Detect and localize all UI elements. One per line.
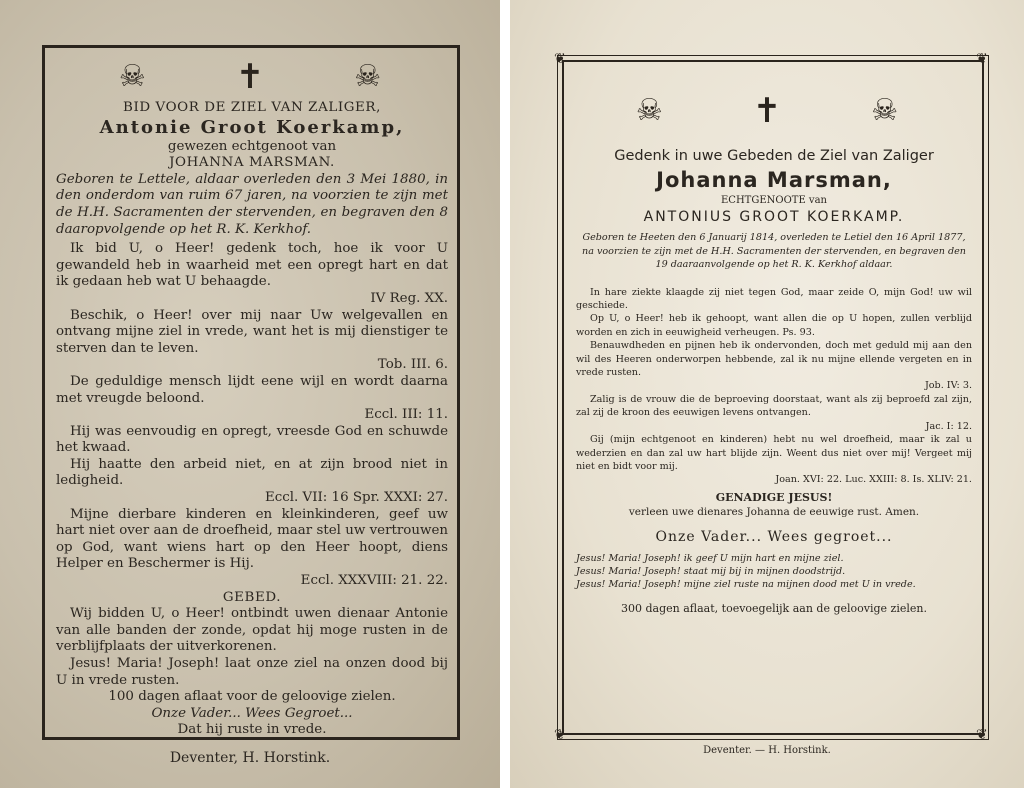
jesus-invocation: Jesus! Maria! Joseph! ik geef U mijn hart en mijne ziel.: [576, 552, 844, 564]
ornament-icon: ❦: [976, 51, 988, 67]
spouse-name: JOHANNA MARSMAN.: [169, 155, 335, 171]
emblem-row-right: [510, 91, 1024, 131]
scripture-ref: Tob. III. 6.: [377, 357, 448, 373]
ornament-icon: ❦: [976, 727, 988, 743]
emblem-row-left: [0, 57, 500, 97]
scripture-ref: Eccl. III: 11.: [364, 407, 448, 423]
prayer-text: Hij haatte den arbeid niet, en at zijn brood niet in ledigheid.: [56, 456, 448, 489]
scripture-ref: IV Reg. XX.: [370, 290, 448, 306]
jesus-invocation: Jesus! Maria! Joseph! staat mij bij in mijnen doodstrijd.: [576, 565, 846, 577]
prayer-text: Zalig is de vrouw die de beproeving doorstaat, want als zij beproefd zal zijn, zal zij de kroon des eeuwigen levens ontvangen.: [576, 393, 972, 419]
indulgence-text: 100 dagen aflaat voor de geloovige zielen.: [108, 689, 396, 705]
scripture-ref: Eccl. VII: 16 Spr. XXXI: 27.: [264, 490, 448, 506]
cross-icon: ✝: [235, 57, 265, 97]
prayer-text: Benauwdheden en pijnen heb ik ondervonden, doch met geduld mij aan den wil des Heeren onderworpen hebbende, zal ik nu mijne ellende vergeten en in vrede rusten.: [576, 340, 972, 379]
prayer-text: Hij was eenvoudig en opregt, vreesde God en schuwde het kwaad.: [56, 423, 448, 456]
scripture-ref: Jac. I: 12.: [925, 420, 972, 432]
ornament-icon: ❦: [554, 51, 566, 67]
printer-footer: Deventer. — H. Horstink.: [703, 745, 831, 756]
memorial-card-left: [0, 0, 500, 788]
scripture-ref: Job. IV: 3.: [924, 380, 972, 392]
memorial-card-right: [510, 0, 1024, 788]
prayer-text: Beschik, o Heer! over mij naar Uw welgevallen en ontvang mijne ziel in vrede, want het is mij dienstiger te sterven dan te leven.: [56, 307, 448, 356]
gebed-title: GEBED.: [222, 589, 282, 605]
prayer-text: De geduldige mensch lijdt eene wijl en wordt daarna met vreugde beloond.: [56, 373, 448, 406]
card-heading: Gedenk in uwe Gebeden de Ziel van Zaliger: [614, 148, 934, 164]
deceased-name: Antonie Groot Koerkamp,: [99, 116, 405, 138]
prayer-text: In hare ziekte klaagde zij niet tegen God, maar zeide O, mijn God! uw wil geschiede.: [576, 286, 972, 312]
prayer-text: Op U, o Heer! heb ik gehoopt, want allen die op U hopen, zullen verblijd worden en zich in eeuwigheid verheugen. Ps. 93.: [576, 313, 972, 338]
skull-icon: ☠: [354, 59, 382, 94]
onze-vader-text: Onze Vader... Wees gegroet...: [655, 528, 893, 545]
skull-icon: ☠: [118, 59, 146, 94]
gebed-text: Wij bidden U, o Heer! ontbindt uwen dienaar Antonie van alle banden der zonde, opdat hij moge rusten in de verblijfplaats der uitverkorenen.: [56, 606, 448, 655]
skull-icon: ☠: [635, 93, 663, 128]
card-text-left: [56, 100, 448, 739]
prayer-text: Mijne dierbare kinderen en kleinkinderen, geef uw hart niet over aan de droefheid, maar stel uw vertrouwen op God, want wiens hart op den Heer hoopt, diens Helper en Beschermer is Hij.: [56, 506, 448, 572]
onze-vader-text: Onze Vader... Wees Gegroet...: [151, 705, 353, 721]
printer-footer: Deventer, H. Horstink.: [169, 750, 331, 766]
ornament-icon: ❦: [554, 727, 566, 743]
scripture-ref: Joan. XVI: 22. Luc. XXIII: 8. Is. XLIV: 21.: [775, 474, 972, 486]
closing-text: Dat hij ruste in vrede.: [177, 722, 327, 738]
biography: Geboren te Heeten den 6 Januarij 1814, overleden te Letiel den 16 April 1877, na voorzien te zijn met de H.H. Sacramenten der stervenden, en begraven den 19 daaraanvolgende op het R. K. Kerkhof aldaar.: [582, 232, 966, 271]
indulgence-text: 300 dagen aflaat, toevoegelijk aan de geloovige zielen.: [621, 601, 927, 615]
cross-icon: ✝: [752, 91, 782, 131]
jesus-invocation: Jesus! Maria! Joseph! mijne ziel ruste na mijnen dood met U in vrede.: [576, 579, 916, 591]
relation-text: gewezen echtgenoot van: [167, 138, 337, 154]
prayer-text: Ik bid U, o Heer! gedenk toch, hoe ik voor U gewandeld heb in waarheid met een opregt hart en dat ik gedaan heb wat U behaagde.: [56, 241, 448, 290]
jesus-prayer: Jesus! Maria! Joseph! laat onze ziel na onzen dood bij U in vrede rusten.: [56, 656, 448, 688]
deceased-name: Johanna Marsman,: [656, 168, 892, 192]
relation-text: ECHTGENOOTE van: [721, 195, 827, 206]
spouse-name: ANTONIUS GROOT KOERKAMP.: [643, 209, 905, 226]
prayer-text: Gij (mijn echtgenoot en kinderen) hebt nu wel droefheid, maar ik zal u wederzien en dan zal uw hart blijde zijn. Weent dus niet over mij! Vergeet mij niet en bidt voor mij.: [576, 434, 972, 472]
skull-icon: ☠: [871, 93, 899, 128]
card-text-right: [576, 146, 972, 615]
verleen-text: verleen uwe dienares Johanna de eeuwige rust. Amen.: [628, 506, 920, 519]
biography: Geboren te Lettele, aldaar overleden den 3 Mei 1880, in den onderdom van ruim 67 jaren, na voorzien te zijn met de H.H. Sacramenten der stervenden, en begraven den 8 daaropvolgende op het R. K. Kerkhof.: [56, 171, 448, 237]
genadige-jesus: GENADIGE JESUS!: [715, 490, 833, 504]
card-heading: BID VOOR DE ZIEL VAN ZALIGER,: [123, 100, 381, 115]
scripture-ref: Eccl. XXXVIII: 21. 22.: [300, 573, 448, 589]
